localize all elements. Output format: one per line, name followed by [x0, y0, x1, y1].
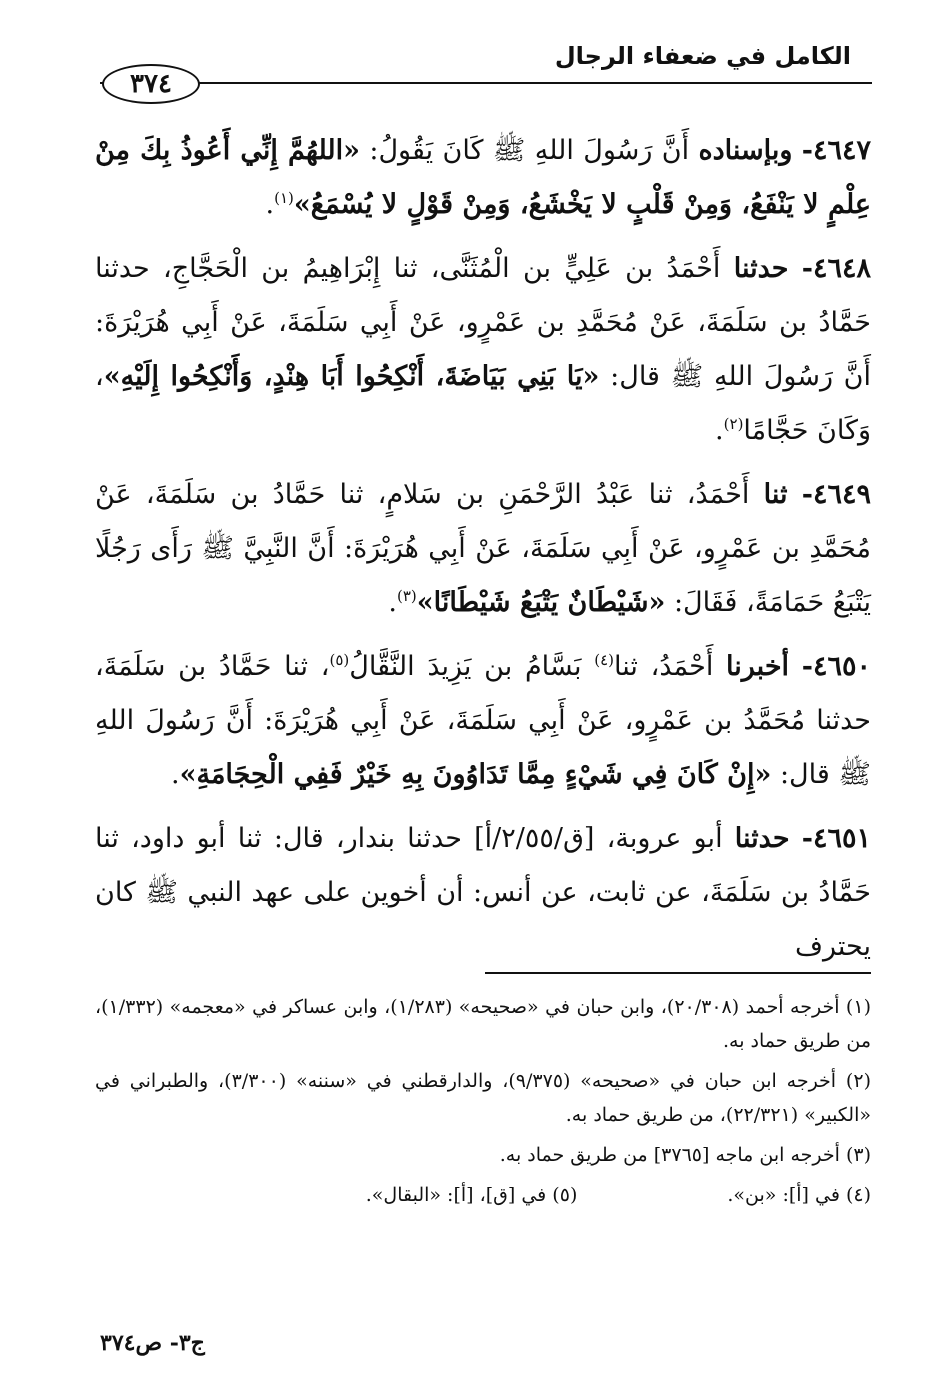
footnote-separator — [485, 972, 871, 974]
hadith-lead: حدثنا — [733, 253, 789, 284]
header-rule — [100, 82, 872, 84]
prophetic-quote: «إِنْ كَانَ فِي شَيْءٍ مِمَّا تَدَاوُونَ بِهِ خَيْرٌ فَفِي الْحِجَامَةِ» — [179, 759, 772, 790]
footnote-ref: (٥) — [329, 651, 350, 669]
hadith-number: ٤٦٤٩- — [801, 479, 871, 510]
hadith-4649 — [95, 468, 871, 630]
footnote-2: (٢) أخرجه ابن حبان في «صحيحه» (٩/٣٧٥)، والدارقطني في «سننه» (٣/٣٠٠)، والطبراني في «الكبير» (٢٢/٣٢١)، من طريق حماد به. — [95, 1070, 871, 1126]
hadith-number: ٤٦٤٨- — [801, 253, 871, 284]
hadith-text: أَنَّ رَسُولَ اللهِ ﷺ كَانَ يَقُولُ: — [360, 135, 699, 166]
prophetic-quote: «شَيْطَانٌ يَتْبَعُ شَيْطَانًا» — [416, 587, 666, 618]
hadith-number: ٤٦٥١- — [801, 823, 871, 854]
footnotes — [95, 990, 871, 1212]
hadith-end: . — [171, 759, 180, 790]
hadith-lead: حدثنا — [734, 823, 790, 854]
footnote-ref: (١) — [274, 189, 294, 207]
footnote-row — [95, 1178, 871, 1212]
page-number-badge: ٣٧٤ — [102, 64, 200, 104]
footnote-ref: (٣) — [397, 587, 417, 605]
footnote-1: (١) أخرجه أحمد (٢٠/٣٠٨)، وابن حبان في «صحيحه» (١/٢٨٣)، وابن عساكر في «معجمه» (١/٣٣٢)، من طريق حماد به. — [95, 996, 871, 1052]
hadith-end: . — [388, 587, 397, 618]
hadith-end: . — [715, 415, 724, 446]
hadith-4651 — [95, 812, 871, 974]
footnote-ref: (٤) — [594, 651, 615, 669]
running-header-title: الكامل في ضعفاء الرجال — [554, 42, 851, 70]
footnote-5: (٥) في [ق]، [أ]: «البقال». — [365, 1184, 578, 1206]
hadith-text: أَحْمَدُ، ثنا عَبْدُ الرَّحْمَنِ بن سَلامٍ، ثنا حَمَّادُ بن سَلَمَةَ، عَنْ مُحَمَّدِ بن عَمْرٍو، عَنْ أَبِي سَلَمَةَ، عَنْ أَبِي هُرَيْرَةَ: أَنَّ النَّبِيَّ ﷺ رَأَى رَجُلًا يَتْبَعُ حَمَامَةً، فَقَالَ: — [95, 479, 871, 618]
hadith-text: أَحْمَدُ، ثنا — [614, 651, 727, 682]
hadith-lead: ثنا — [763, 479, 788, 510]
footnote-3: (٣) أخرجه ابن ماجه [٣٧٦٥] من طريق حماد به. — [499, 1144, 871, 1166]
hadith-end: . — [265, 189, 275, 220]
prophetic-quote: «اللهُمَّ إِنِّي أَعُوذُ بِكَ مِنْ عِلْمٍ لا يَنْفَعُ، وَمِنْ قَلْبٍ لا يَخْشَعُ، وَمِنْ قَوْلٍ لا يُسْمَعُ» — [95, 135, 871, 220]
hadith-4648 — [95, 242, 871, 458]
hadith-lead: وبإسناده — [698, 135, 793, 166]
hadith-text-continued: ، وَكَانَ حَجَّامًا — [95, 361, 871, 446]
hadith-text: بَسَّامُ بن يَزِيدَ النَّقَّالُ — [349, 651, 595, 682]
footnote-ref: (٢) — [723, 415, 744, 433]
main-text — [95, 124, 871, 984]
hadith-text: أبو عروبة، [ق/٢/٥٥/أ] حدثنا بندار، قال: ثنا أبو داود، ثنا حَمَّادُ بن سَلَمَةَ، عن ثابت، عن أنس: أن أخوين على عهد النبي ﷺ كان يحترف — [95, 823, 871, 962]
footnote-4: (٤) في [أ]: «بن». — [727, 1184, 871, 1206]
hadith-lead: أخبرنا — [726, 651, 790, 682]
hadith-4650 — [95, 640, 871, 802]
hadith-number: ٤٦٤٧- — [801, 135, 871, 166]
hadith-text: أَحْمَدُ بن عَلِيٍّ بن الْمُثَنَّى، ثنا إِبْرَاهِيمُ بن الْحَجَّاجِ، حدثنا حَمَّادُ بن سَلَمَةَ، عَنْ مُحَمَّدِ بن عَمْرٍو، عَنْ أَبِي سَلَمَةَ، عَنْ أَبِي هُرَيْرَةَ: أَنَّ رَسُولَ اللهِ ﷺ قال: — [95, 253, 872, 392]
hadith-4647 — [95, 124, 871, 232]
volume-page-reference: ج٣- ص٣٧٤ — [100, 1330, 205, 1356]
prophetic-quote: «يَا بَنِي بَيَاضَةَ، أَنْكِحُوا أَبَا هِنْدٍ، وَأَنْكِحُوا إِلَيْهِ» — [103, 361, 600, 392]
hadith-number: ٤٦٥٠- — [801, 651, 871, 682]
hadith-text: ، ثنا حَمَّادُ بن سَلَمَةَ، حدثنا مُحَمَّدُ بن عَمْرٍو، عَنْ أَبِي سَلَمَةَ، عَنْ أَبِي هُرَيْرَةَ: أَنَّ رَسُولَ اللهِ ﷺ قال: — [95, 651, 871, 790]
